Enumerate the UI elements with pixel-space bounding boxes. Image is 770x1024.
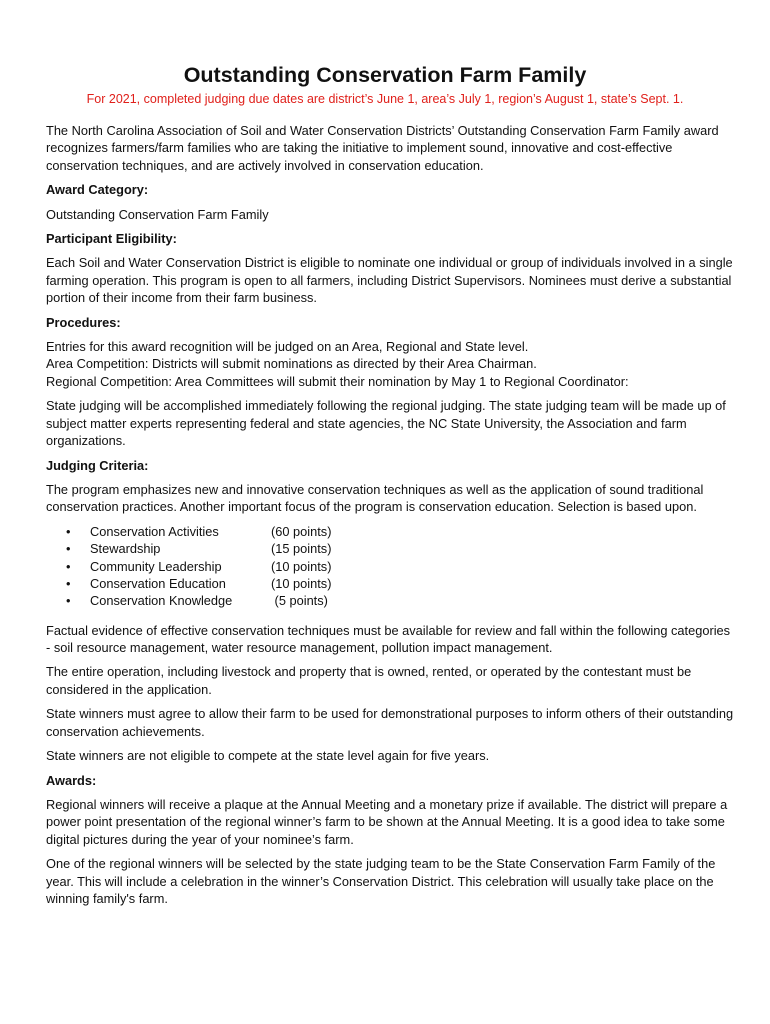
criteria-item (46, 575, 736, 592)
eligibility-heading: Participant Eligibility: (46, 231, 177, 247)
criteria-item-name: Conservation Activities (90, 523, 219, 539)
criteria-item (46, 523, 736, 540)
criteria-item-name: Community Leadership (90, 558, 222, 574)
criteria-item (46, 592, 736, 609)
criteria-heading: Judging Criteria: (46, 457, 149, 473)
eligibility-text: Each Soil and Water Conservation District is eligible to nominate one individual or group of individuals involved in a single farming operation. This program is open to all farmers, including District Supervisors. Nominees must derive a substantial portion of their income from their farm business. (46, 255, 733, 306)
bullet-icon: • (66, 575, 71, 591)
page-title: Outstanding Conservation Farm Family (183, 63, 587, 87)
criteria-list (46, 523, 736, 610)
awards-heading: Awards: (46, 772, 97, 788)
operation-text: The entire operation, including livestock and property that is owned, rented, or operated by the contestant must be considered in the application. (46, 664, 692, 697)
criteria-item-points: (10 points) (271, 575, 332, 591)
criteria-item-points: (15 points) (271, 541, 332, 557)
regional-awards-text: Regional winners will receive a plaque at the Annual Meeting and a monetary prize if available. The district will prepare a power point presentation of the regional winner’s farm to be shown at the Annual Meeting. It is a good idea to take some digital pictures during the year of your nominee’s farm. (46, 796, 728, 847)
demonstration-text: State winners must agree to allow their farm to be used for demonstrational purposes to inform others of their outstanding conservation achievements. (46, 706, 734, 739)
bullet-icon: • (66, 593, 71, 609)
bullet-icon: • (66, 523, 71, 539)
procedures-text (46, 338, 736, 390)
procedures-line-regional: Regional Competition: Area Committees will submit their nomination by May 1 to Regional Coordinator: (46, 373, 629, 389)
procedures-line-area: Area Competition: Districts will submit nominations as directed by their Area Chairman. (46, 356, 537, 372)
not-eligible-text: State winners are not eligible to compete at the state level again for five years. (46, 748, 490, 764)
criteria-item-points: (5 points) (271, 593, 328, 609)
criteria-item-name: Stewardship (90, 541, 161, 557)
procedures-line-levels: Entries for this award recognition will be judged on an Area, Regional and State level. (46, 339, 529, 355)
bullet-icon: • (66, 541, 71, 557)
due-dates-notice: For 2021, completed judging due dates are district’s June 1, area’s July 1, region’s August 1, state’s Sept. 1. (86, 92, 684, 106)
bullet-icon: • (66, 558, 71, 574)
award-category-heading: Award Category: (46, 182, 149, 198)
criteria-text: The program emphasizes new and innovative conservation techniques as well as the application of sound traditional conservation practices. Another important focus of the program is conservation education. Selection is based upon. (46, 481, 704, 515)
intro-paragraph: The North Carolina Association of Soil and Water Conservation Districts’ Outstanding Conservation Farm Family award recognizes farmers/farm families who are taking the initiative to implement sound, innovative and cost-effective conservation techniques, and are actively involved in conservation education. (46, 123, 719, 173)
criteria-item (46, 558, 736, 575)
document-body (46, 122, 736, 914)
state-awards-text: One of the regional winners will be selected by the state judging team to be the State Conservation Farm Family of the year. This will include a celebration in the winner’s Conservation District. This celebration will usually take place on the winning family's farm. (46, 856, 716, 906)
criteria-item-points: (10 points) (271, 558, 332, 574)
criteria-item (46, 540, 736, 557)
criteria-item-name: Conservation Education (90, 575, 226, 591)
state-judging-text: State judging will be accomplished immediately following the regional judging. The state judging team will be made up of subject matter experts representing federal and state agencies, the NC State University, the Association and farm organizations. (46, 398, 726, 449)
award-category-text: Outstanding Conservation Farm Family (46, 206, 269, 222)
procedures-heading: Procedures: (46, 314, 121, 330)
criteria-item-points: (60 points) (271, 523, 332, 539)
evidence-text: Factual evidence of effective conservation techniques must be available for review and fall within the following categories - soil resource management, water resource management, pollution impact management. (46, 622, 731, 656)
criteria-item-name: Conservation Knowledge (90, 593, 233, 609)
